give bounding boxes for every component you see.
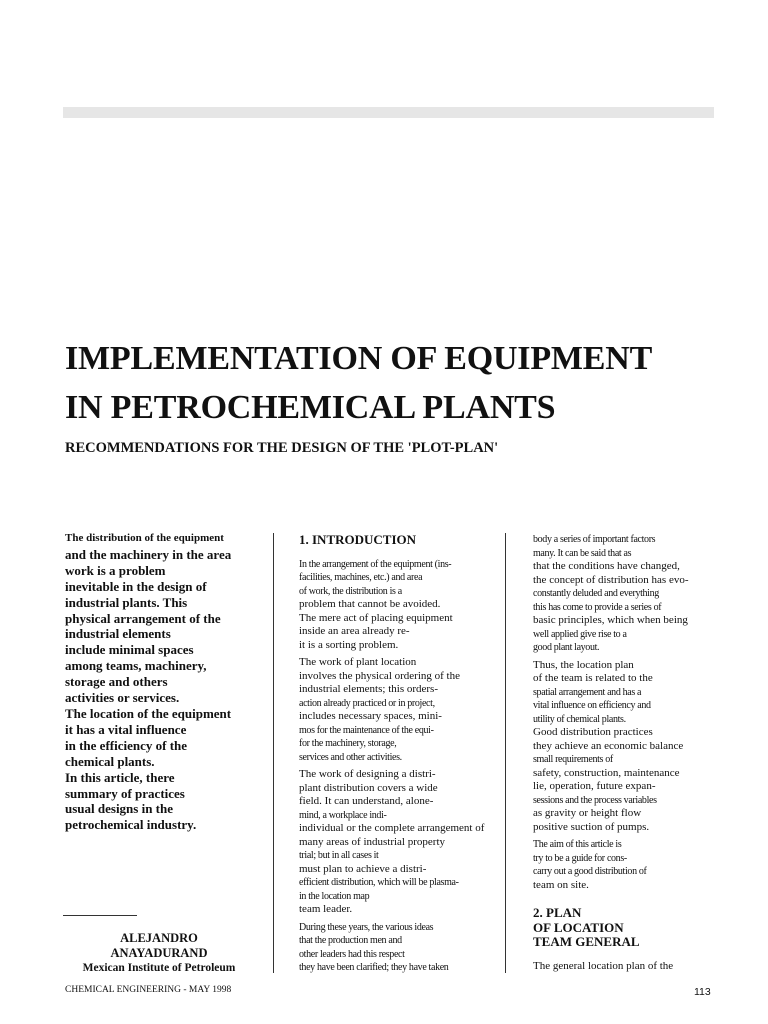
text-line: basic principles, which when being bbox=[533, 614, 688, 626]
text-line: The work of plant location bbox=[299, 656, 417, 668]
section-heading-plan bbox=[533, 906, 713, 950]
text-line: that the production men and bbox=[299, 935, 402, 946]
author-rule bbox=[63, 915, 137, 916]
author-affiliation: Mexican Institute of Petroleum bbox=[82, 962, 236, 974]
page-number: 113 bbox=[694, 986, 711, 998]
text-line: action already practiced or in project, bbox=[299, 697, 435, 709]
text-line: Good distribution practices bbox=[533, 726, 653, 738]
text-line: individual or the complete arrangement of bbox=[299, 822, 485, 834]
page-title-line1: IMPLEMENTATION OF EQUIPMENT bbox=[65, 340, 653, 377]
text-line: for the machinery, storage, bbox=[299, 738, 397, 749]
text-line: this has come to provide a series of bbox=[533, 601, 662, 613]
text-line: mos for the maintenance of the equi- bbox=[299, 724, 434, 736]
text-line: inside an area already re- bbox=[299, 625, 410, 637]
abstract-line: work is a problem bbox=[65, 562, 166, 578]
abstract-line: in the efficiency of the bbox=[65, 737, 188, 753]
journal-footer: CHEMICAL ENGINEERING - MAY 1998 bbox=[65, 985, 232, 995]
text-line: try to be a guide for cons- bbox=[533, 852, 627, 864]
abstract-line: among teams, machinery, bbox=[65, 658, 207, 674]
text-line: The work of designing a distri- bbox=[299, 768, 436, 780]
text-line: The aim of this article is bbox=[533, 839, 622, 850]
heading-line: TEAM GENERAL bbox=[533, 934, 640, 949]
abstract-line: it has a vital influence bbox=[65, 721, 187, 737]
page-subtitle: RECOMMENDATIONS FOR THE DESIGN OF THE 'PLOT-PLAN' bbox=[65, 440, 499, 456]
text-line: as gravity or height flow bbox=[533, 807, 642, 819]
section-heading-introduction: 1. INTRODUCTION bbox=[299, 532, 417, 547]
text-line: vital influence on efficiency and bbox=[533, 700, 651, 711]
abstract-line: physical arrangement of the bbox=[65, 610, 221, 626]
text-line: The mere act of placing equipment bbox=[299, 611, 453, 624]
author-first-name: ALEJANDRO bbox=[120, 931, 198, 945]
text-line: industrial elements; this orders- bbox=[299, 683, 438, 695]
text-line: lie, operation, future expan- bbox=[533, 780, 656, 792]
text-line: the concept of distribution has evo- bbox=[533, 573, 689, 586]
heading-line: 2. PLAN bbox=[533, 905, 582, 920]
text-line: that the conditions have changed, bbox=[533, 560, 680, 572]
text-line: The general location plan of the bbox=[533, 959, 674, 972]
heading-line: OF LOCATION bbox=[533, 919, 624, 935]
author-last-name: ANAYADURAND bbox=[110, 946, 208, 960]
text-line: During these years, the various ideas bbox=[299, 921, 434, 933]
author-block bbox=[64, 931, 254, 976]
paragraph bbox=[533, 533, 713, 655]
abstract-line: summary of practices bbox=[65, 785, 185, 801]
paragraph bbox=[299, 558, 499, 653]
paragraph bbox=[299, 656, 499, 764]
paragraph bbox=[533, 960, 713, 974]
abstract-line: industrial plants. This bbox=[65, 594, 188, 610]
text-line: includes necessary spaces, mini- bbox=[299, 710, 442, 722]
text-line: many. It can be said that as bbox=[533, 547, 632, 559]
text-line: spatial arrangement and has a bbox=[533, 686, 642, 698]
page-title-line2: IN PETROCHEMICAL PLANTS bbox=[65, 389, 556, 426]
text-line: it is a sorting problem. bbox=[299, 638, 399, 651]
text-line: small requirements of bbox=[533, 754, 613, 765]
paragraph bbox=[299, 768, 499, 917]
abstract-line: activities or services. bbox=[65, 690, 180, 706]
abstract bbox=[65, 531, 265, 833]
abstract-line: industrial elements bbox=[65, 626, 171, 642]
text-line: facilities, machines, etc.) and area bbox=[299, 572, 423, 583]
abstract-line: chemical plants. bbox=[65, 753, 155, 769]
abstract-line: storage and others bbox=[65, 674, 168, 690]
abstract-line: The location of the equipment bbox=[65, 705, 232, 721]
text-line: body a series of important factors bbox=[533, 534, 656, 545]
text-line: carry out a good distribution of bbox=[533, 866, 647, 877]
text-line: must plan to achieve a distri- bbox=[299, 862, 427, 875]
text-line: of the team is related to the bbox=[533, 672, 653, 684]
text-line: other leaders had this respect bbox=[299, 948, 405, 960]
paragraph bbox=[299, 921, 499, 975]
text-line: many areas of industrial property bbox=[299, 835, 446, 848]
text-line: positive suction of pumps. bbox=[533, 820, 650, 833]
text-line: of work, the distribution is a bbox=[299, 585, 402, 597]
paragraph bbox=[533, 838, 713, 892]
abstract-line: include minimal spaces bbox=[65, 642, 194, 658]
text-line: utility of chemical plants. bbox=[533, 713, 626, 725]
text-line: plant distribution covers a wide bbox=[299, 781, 438, 794]
text-line: trial; but in all cases it bbox=[299, 850, 379, 861]
text-line: efficient distribution, which will be plasma- bbox=[299, 877, 459, 888]
text-line: In the arrangement of the equipment (ins- bbox=[299, 558, 452, 570]
text-line: safety, construction, maintenance bbox=[533, 766, 680, 779]
header-bar bbox=[63, 107, 714, 118]
text-line: team leader. bbox=[299, 903, 353, 915]
text-line: sessions and the process variables bbox=[533, 794, 657, 806]
text-line: field. It can understand, alone- bbox=[299, 795, 434, 807]
text-line: Thus, the location plan bbox=[533, 658, 634, 671]
abstract-line: In this article, there bbox=[65, 769, 175, 785]
abstract-line: usual designs in the bbox=[65, 801, 174, 817]
column-right bbox=[533, 533, 713, 977]
text-line: involves the physical ordering of the bbox=[299, 669, 460, 682]
text-line: mind, a workplace indi- bbox=[299, 809, 387, 821]
text-line: in the location map bbox=[299, 890, 370, 902]
text-line: constantly deluded and everything bbox=[533, 588, 659, 599]
text-line: they have been clarified; they have taken bbox=[299, 962, 449, 973]
paragraph bbox=[533, 659, 713, 835]
text-line: problem that cannot be avoided. bbox=[299, 598, 441, 610]
text-line: good plant layout. bbox=[533, 642, 600, 653]
text-line: team on site. bbox=[533, 878, 589, 891]
column-divider-right bbox=[505, 533, 506, 973]
abstract-line: and the machinery in the area bbox=[65, 546, 232, 562]
abstract-line: petrochemical industry. bbox=[65, 817, 197, 833]
abstract-line: inevitable in the design of bbox=[65, 578, 207, 594]
text-line: services and other activities. bbox=[299, 751, 402, 763]
abstract-line: The distribution of the equipment bbox=[65, 532, 224, 544]
text-line: well applied give rise to a bbox=[533, 628, 627, 640]
text-line: they achieve an economic balance bbox=[533, 739, 684, 752]
column-divider-left bbox=[273, 533, 274, 973]
column-introduction bbox=[299, 533, 499, 979]
